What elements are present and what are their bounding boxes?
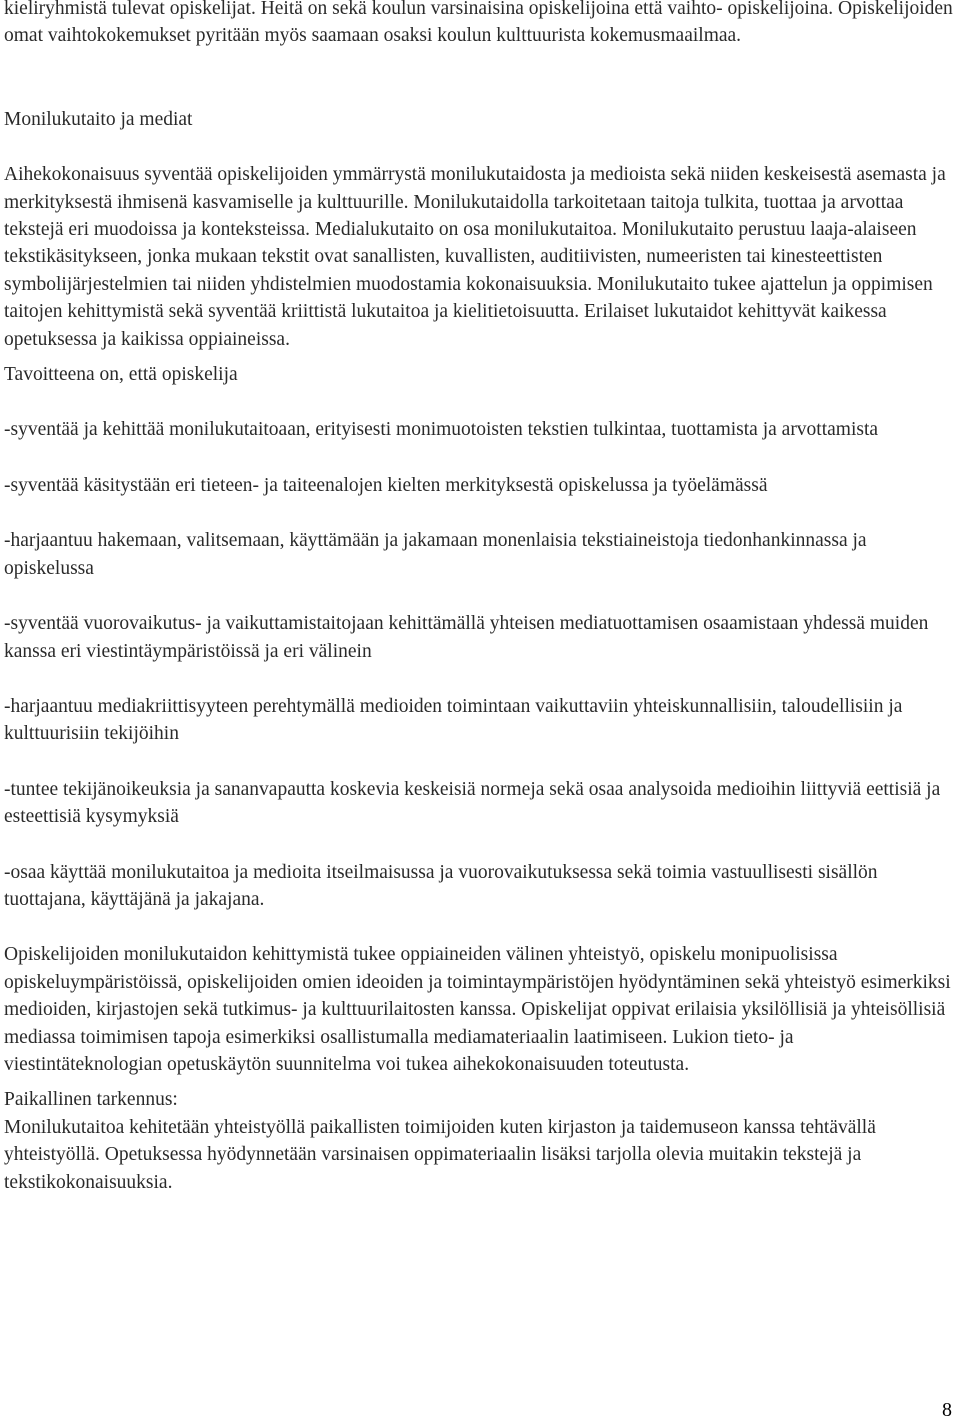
section-heading: Monilukutaito ja mediat (4, 108, 193, 130)
goal-item: -osaa käyttää monilukutaitoa ja medioita itseilmaisussa ja vuorovaikutuksessa sekä toimia vastuullisesti sisällön tuottajana, käyttäjänä ja jakajana. (4, 861, 878, 910)
goal-item: -syventää käsitystään eri tieteen- ja taiteenalojen kielten merkityksestä opiskelussa ja työelämässä (4, 474, 768, 496)
local-specification-text: Monilukutaitoa kehitetään yhteistyöllä paikallisten toimijoiden kuten kirjaston ja taidemuseon kanssa tehtävällä yhteistyöllä. Opetuksessa hyödynnetään varsinaisen oppimateriaalin lisäksi tarjolla olevia muitakin tekstejä ja tekstikokonaisuuksia. (4, 1116, 876, 1193)
page-number: 8 (942, 1399, 952, 1421)
document-page (4, 0, 956, 1196)
intro-paragraph: kieliryhmistä tulevat opiskelijat. Heitä on sekä koulun varsinaisina opiskelijoina että vaihto- opiskelijoina. Opiskelijoiden omat vaihtokokemukset pyritään myös saamaan osaksi koulun kulttuurista kokemusmaailmaa. (4, 0, 953, 47)
body-paragraph: Aihekokonaisuus syventää opiskelijoiden ymmärrystä monilukutaidosta ja medioista sekä niiden keskeisestä asemasta ja merkityksestä ihmisenä kasvamiselle ja kulttuurille. Monilukutaidolla tarkoitetaan taitoja tulkita, tuottaa ja arvottaa tekstejä eri muodoissa ja konteksteissa. Medialukutaito on osa monilukutaitoa. Monilukutaito perustuu laaja-alaiseen tekstikäsitykseen, jonka mukaan tekstit ovat sanallisten, kuvallisten, auditiivisten, numeeristen tai kinesteettisten symbolijärjestelmien tai niiden yhdistelmien muodostamia kokonaisuuksia. Monilukutaito tukee ajattelun ja oppimisen taitojen kehittymistä sekä syventää kriittistä lukutaitoa ja kielitietoisuutta. Erilaiset lukutaidot kehittyvät kaikessa opetuksessa ja kaikissa oppiaineissa. (4, 164, 946, 350)
goal-item: -harjaantuu mediakriittisyyteen perehtymällä medioiden toimintaan vaikuttaviin yhteiskunnallisiin, taloudellisiin ja kulttuurisiin tekijöihin (4, 695, 903, 745)
closing-paragraph: Opiskelijoiden monilukutaidon kehittymistä tukee oppiaineiden välinen yhteistyö, opiskelu monipuolisissa opiskeluympäristöissä, opiskelijoiden omien ideoiden ja toimintaympäristöjen hyödyntäminen sekä yhteistyö esimerkiksi medioiden, kirjastojen sekä tutkimus- ja kulttuurilaitosten kanssa. Opiskelijat oppivat erilaisia yksilöllisiä ja yhteisöllisiä mediassa toimimisen tapoja esimerkiksi osallistumalla mediamateriaalin laatimiseen. Lukion tieto- ja viestintäteknologian opetuskäytön suunnitelma voi tukea aihekokonaisuuden toteutusta. (4, 944, 951, 1075)
local-specification-label: Paikallinen tarkennus: (4, 1089, 178, 1111)
goals-intro: Tavoitteena on, että opiskelija (4, 364, 238, 386)
goal-item: -syventää vuorovaikutus- ja vaikuttamistaitojaan kehittämällä yhteisen mediatuottamisen osaamistaan yhdessä muiden kanssa eri viestintäympäristöissä ja eri välinein (4, 613, 929, 662)
goal-item: -tuntee tekijänoikeuksia ja sananvapautta koskevia keskeisiä normeja sekä osaa analysoida medioihin liittyviä eettisiä ja esteettisiä kysymyksiä (4, 778, 941, 828)
goal-item: -syventää ja kehittää monilukutaitoaan, erityisesti monimuotoisten tekstien tulkintaa, tuottamista ja arvottamista (4, 419, 879, 441)
goal-item: -harjaantuu hakemaan, valitsemaan, käyttämään ja jakamaan monenlaisia tekstiaineistoja tiedonhankinnassa ja opiskelussa (4, 530, 867, 579)
